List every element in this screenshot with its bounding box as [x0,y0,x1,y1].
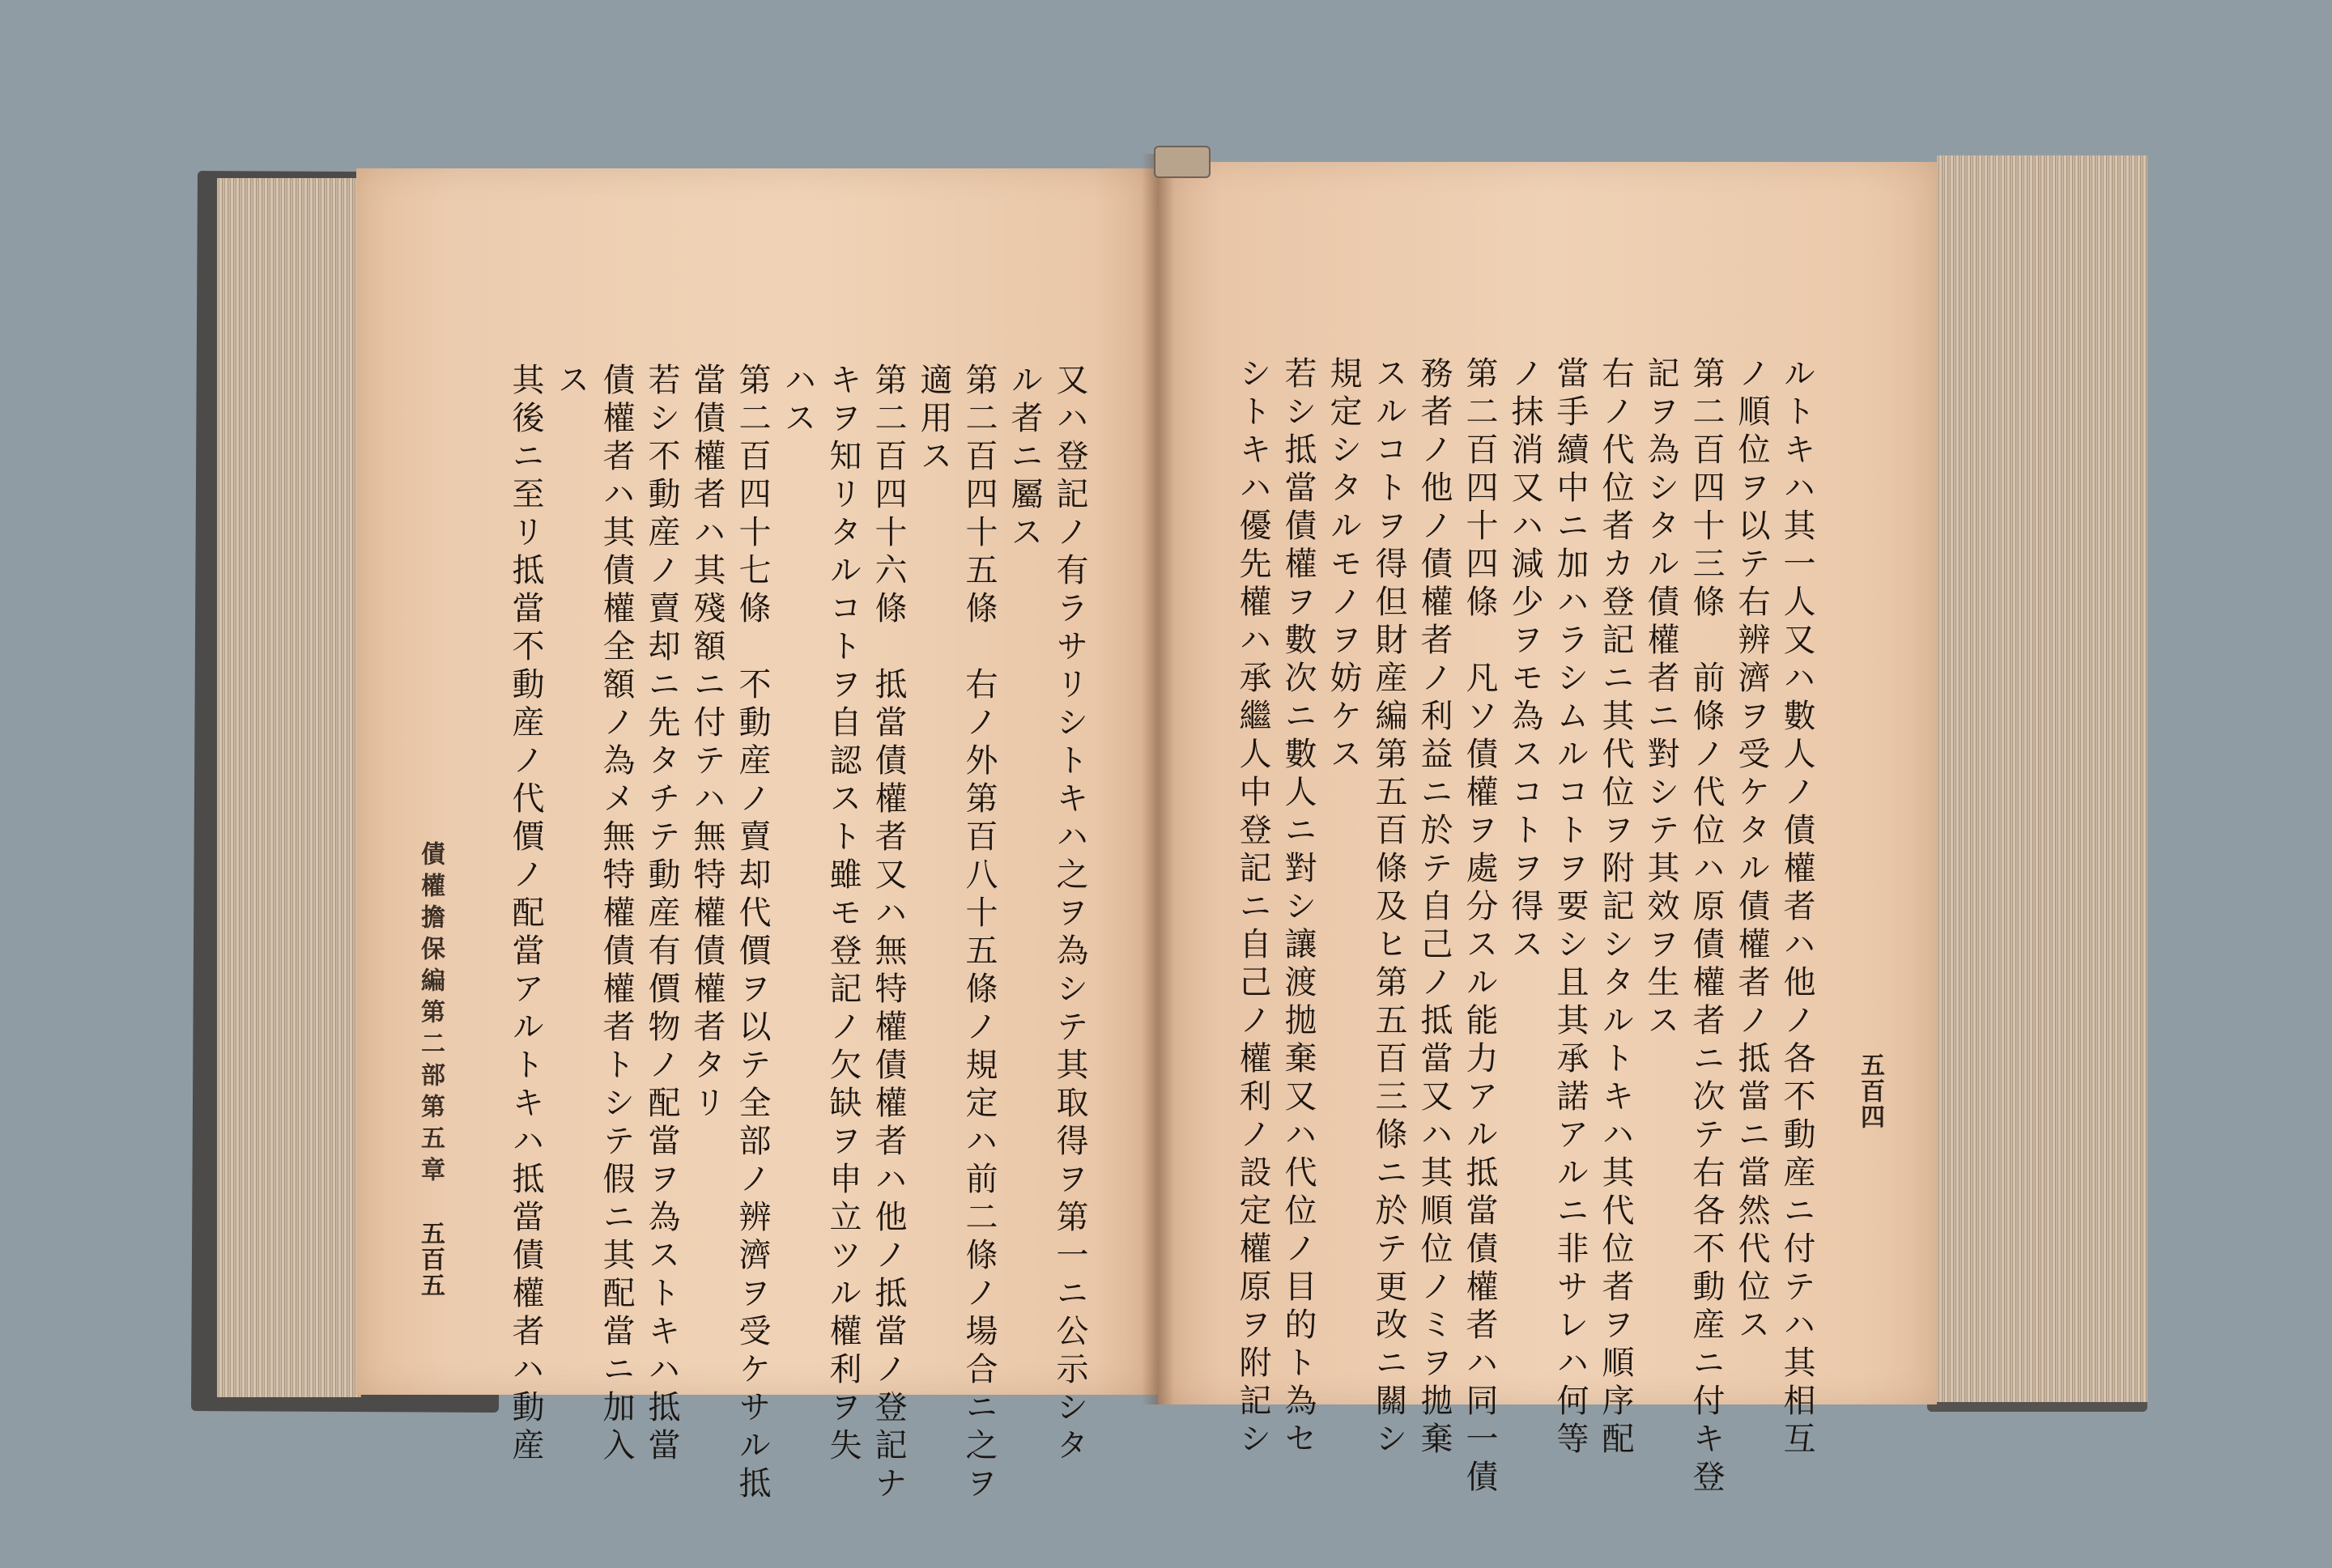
left-page-footer: 債權擔保編第二部第五章 [416,841,445,1188]
left-col-2: ル者ニ屬ス [1006,363,1043,553]
right-col-3: 第二百四十三條 前條ノ代位ハ原債權者ニ次テ右各不動産ニ付キ登 [1687,356,1725,1498]
spine-headband [1154,146,1211,178]
right-col-9: 務者ノ他ノ債權者ノ利益ニ於テ自己ノ抵當又ハ其順位ノミヲ拋棄 [1415,356,1453,1460]
right-col-5: 右ノ代位者カ登記ニ其代位ヲ附記シタルトキハ其代位者ヲ順序配 [1597,356,1634,1460]
right-col-8: 第二百四十四條 凡ソ債權ヲ處分スル能力アル抵當債權者ハ同一債 [1461,356,1498,1498]
right-col-7: ノ抹消又ハ減少ヲモ為スコトヲ得ス [1506,356,1543,965]
book-gutter [1142,154,1174,1404]
left-col-8: 第二百四十七條 不動産ノ賣却代價ヲ以テ全部ノ辨濟ヲ受ケサル抵 [734,363,771,1504]
right-page [1158,162,1937,1498]
right-col-2: ノ順位ヲ以テ右辨濟ヲ受ケタル債權者ノ抵當ニ當然代位ス [1733,356,1770,1345]
left-col-11: 債權者ハ其債權全額ノ為メ無特權債權者トシテ假ニ其配當ニ加入 [598,363,635,1466]
left-col-9: 當債權者ハ其殘額ニ付テハ無特權債權者タリ [688,363,726,1124]
right-page-number: 五百四 [1856,1052,1884,1130]
right-col-11: 規定シタルモノヲ妨ケス [1325,356,1362,775]
left-col-4: 適用ス [915,363,952,477]
right-col-4: 記ヲ為シタル債權者ニ對シテ其效ヲ生ス [1642,356,1679,1041]
left-col-7: ハス [779,363,816,439]
left-page-edges [217,178,361,1397]
left-col-13: 其後ニ至リ抵當不動産ノ代價ノ配當アルトキハ抵當債權者ハ動産 [507,363,544,1466]
right-col-13: シトキハ優先權ハ承繼人中登記ニ自己ノ權利ノ設定權原ヲ附記シ [1234,356,1271,1460]
right-col-6: 當手續中ニ加ハラシムルコトヲ要シ且其承諾アルニ非サレハ何等 [1551,356,1589,1460]
left-col-3: 第二百四十五條 右ノ外第百八十五條ノ規定ハ前二條ノ場合ニ之ヲ [960,363,998,1504]
right-col-1: ルトキハ其一人又ハ數人ノ債權者ハ他ノ各不動産ニ付テハ其相互 [1778,356,1815,1460]
left-col-12: ス [552,363,589,401]
right-col-10: スルコトヲ得但財産編第五百條及ヒ第五百三條ニ於テ更改ニ關シ [1370,356,1407,1460]
right-col-12: 若シ抵當債權ヲ數次ニ數人ニ對シ讓渡拋棄又ハ代位ノ目的ト為セ [1279,356,1317,1460]
left-col-1: 又ハ登記ノ有ラサリシトキハ之ヲ為シテ其取得ヲ第一ニ公示シタ [1051,363,1088,1466]
left-col-10: 若シ不動産ノ賣却ニ先タチテ動産有價物ノ配當ヲ為ストキハ抵當 [643,363,680,1466]
left-page [356,168,1158,1504]
left-page-number: 五百五 [416,1221,445,1298]
left-col-6: キヲ知リタルコトヲ自認スト雖モ登記ノ欠缺ヲ申立ツル權利ヲ失 [824,363,862,1466]
left-col-5: 第二百四十六條 抵當債權者又ハ無特權債權者ハ他ノ抵當ノ登記ナ [870,363,907,1504]
right-page-edges [1937,155,2147,1402]
